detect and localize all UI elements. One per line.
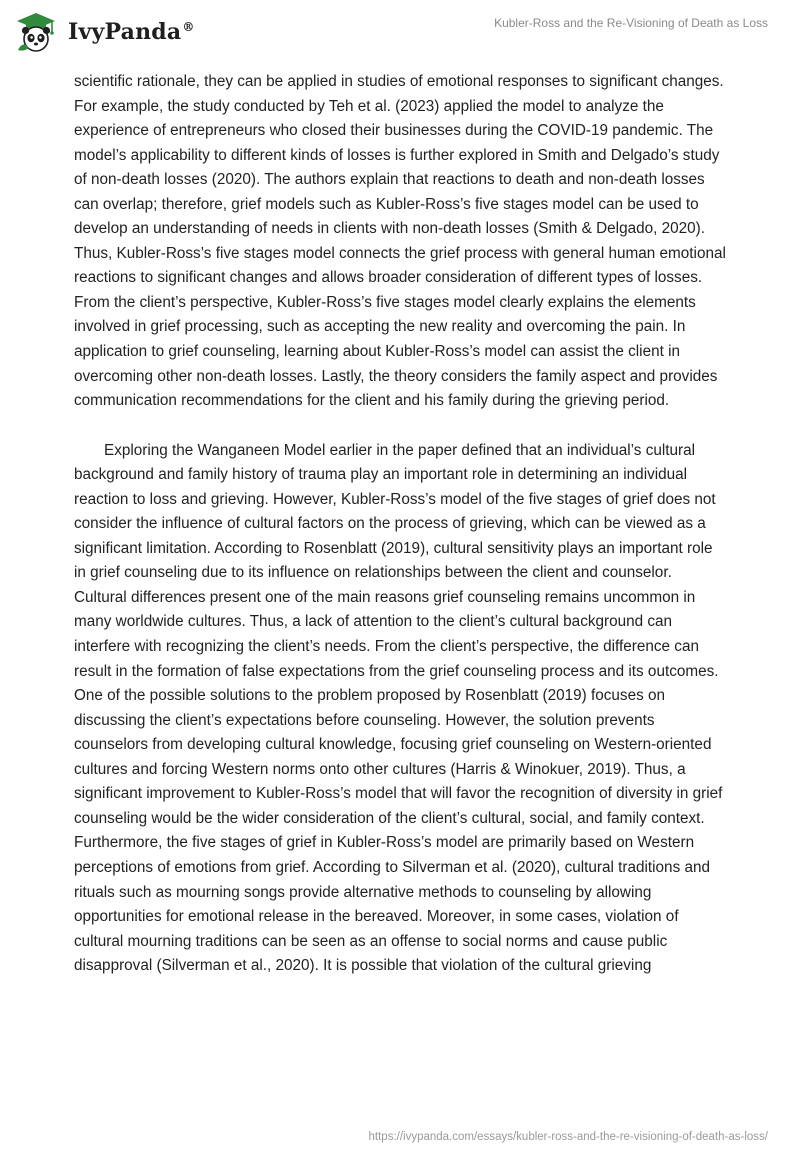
brand-logo[interactable] xyxy=(14,10,195,54)
paragraph-2: Exploring the Wanganeen Model earlier in the paper defined that an individual’s cultural background and family history of trauma play an important role in determining an individual reaction to loss and grieving. However, Kubler-Ross’s model of the five stages of grief does not consider the influence of cultural factors on the process of grieving, which can be viewed as a significant limitation. According to Rosenblatt (2019), cultural sensitivity plays an important role in grief counseling due to its influence on relationships between the client and counselor. Cultural differences present one of the main reasons grief counseling remains uncommon in many worldwide cultures. Thus, a lack of attention to the client’s cultural background can interfere with recognizing the client’s needs. From the client’s perspective, the difference can result in the formation of false expectations from the grief counseling process and its outcomes. One of the possible solutions to the problem proposed by Rosenblatt (2019) focuses on discussing the client’s expectations before counseling. However, the solution prevents counselors from developing cultural knowledge, focusing grief counseling on Western-oriented cultures and forcing Western norms onto other cultures (Harris & Winokuer, 2019). Thus, a significant improvement to Kubler-Ross’s model that will favor the recognition of diversity in grief counseling would be the wider consideration of the client’s cultural, social, and family context. Furthermore, the five stages of grief in Kubler-Ross’s model are primarily based on Western perceptions of emotions from grief. According to Silverman et al. (2020), cultural traditions and rituals such as mourning songs provide alternative methods to counseling by allowing opportunities for emotional release in the bereaved. Moreover, in some cases, violation of cultural mourning traditions can be seen as an offense to social norms and cause public disapproval (Silverman et al., 2020). It is possible that violation of the cultural grieving xyxy=(74,441,723,975)
brand-name: IvyPanda® xyxy=(68,19,195,45)
essay-body xyxy=(74,70,726,979)
source-url[interactable]: https://ivypanda.com/essays/kubler-ross-and-the-re-visioning-of-death-as-loss/ xyxy=(368,1131,768,1143)
panda-graduation-cap-icon xyxy=(14,10,58,54)
paragraph-1: scientific rationale, they can be applied in studies of emotional responses to significant changes. For example, the study conducted by Teh et al. (2023) applied the model to analyze the experience of entrepreneurs who closed their businesses during the COVID-19 pandemic. The model’s applicability to different kinds of losses is further explored in Smith and Delgado’s study of non-death losses (2020). The authors explain that reactions to death and non-death losses can overlap; therefore, grief models such as Kubler-Ross’s five stages model can be used to develop an understanding of needs in clients with non-death losses (Smith & Delgado, 2020). Thus, Kubler-Ross’s five stages model connects the grief process with general human emotional reactions to significant changes and allows broader consideration of different types of losses. From the client’s perspective, Kubler-Ross’s five stages model clearly explains the elements involved in grief processing, such as accepting the new reality and overcoming the pain. In application to grief counseling, learning about Kubler-Ross’s model can assist the client in overcoming other non-death losses. Lastly, the theory considers the family aspect and provides communication recommendations for the client and his family during the grieving period. xyxy=(74,73,726,410)
page-header xyxy=(0,0,800,60)
document-title: Kubler-Ross and the Re-Visioning of Death as Loss xyxy=(494,16,768,30)
